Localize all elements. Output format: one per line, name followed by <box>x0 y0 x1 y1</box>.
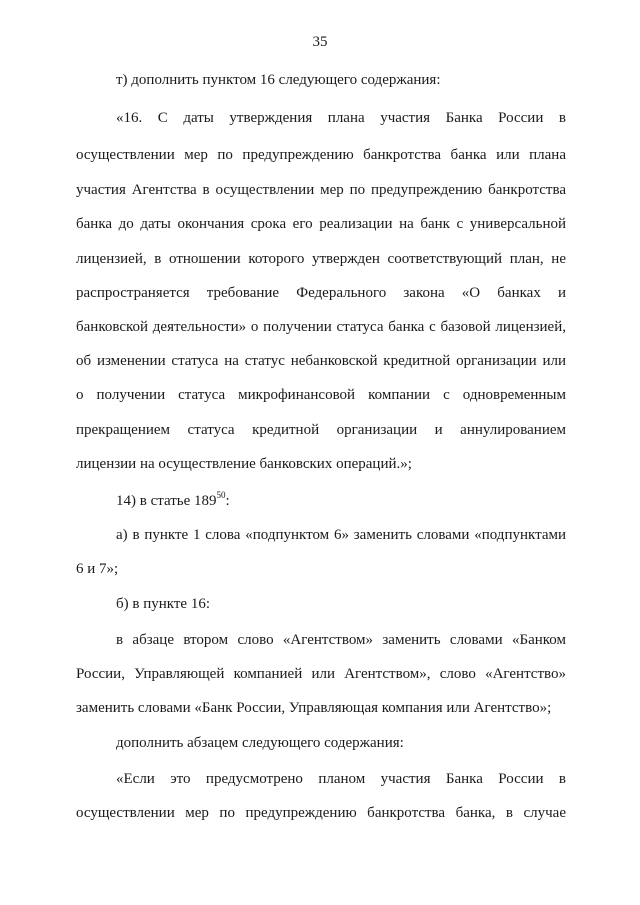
text-line: дополнить абзацем следующего содержания: <box>116 735 404 751</box>
text-line: осуществлении мер по предупреждению банкротства банка, в случае <box>76 805 566 821</box>
text-line: лицензии на осуществление банковских операций.»; <box>76 456 412 472</box>
text-line: осуществлении мер по предупреждению банкротства банка или плана <box>76 147 566 163</box>
text-line: участия Агентства в осуществлении мер по предупреждению банкротства <box>76 182 566 198</box>
text-line-tail: : <box>225 493 230 509</box>
text-line: в абзаце втором слово «Агентством» заменить словами «Банком <box>116 632 566 648</box>
text-line: а) в пункте 1 слова «подпунктом 6» заменить словами «подпунктами <box>116 527 566 543</box>
text-line: лицензией, в отношении которого утвержден соответствующий план, не <box>76 251 566 267</box>
text-line: «16. С даты утверждения плана участия Банка России в <box>116 110 566 126</box>
text-line: распространяется требование Федерального закона «О банках и <box>76 285 566 301</box>
superscript: 50 <box>216 490 226 500</box>
text-line: «Если это предусмотрено планом участия Банка России в <box>116 771 566 787</box>
text-line: 6 и 7»; <box>76 561 119 577</box>
text-line: заменить словами «Банк России, Управляющая компания или Агентство»; <box>76 700 552 716</box>
text-line: банка до даты окончания срока его реализации на банк с универсальной <box>76 216 566 232</box>
text-line: об изменении статуса на статус небанковской кредитной организации или <box>76 353 566 369</box>
text-line-main: 14) в статье 189 <box>116 493 217 509</box>
text-line: б) в пункте 16: <box>116 596 210 612</box>
text-line: прекращением статуса кредитной организации и аннулированием <box>76 422 566 438</box>
text-line: России, Управляющей компанией или Агентством», слово «Агентство» <box>76 666 566 682</box>
text-line <box>116 491 566 511</box>
text-line: о получении статуса микрофинансовой компании с одновременным <box>76 387 566 403</box>
page-number: 35 <box>312 34 328 50</box>
text-line: т) дополнить пунктом 16 следующего содержания: <box>116 72 441 88</box>
text-line: банковской деятельности» о получении статуса банка с базовой лицензией, <box>76 319 566 335</box>
